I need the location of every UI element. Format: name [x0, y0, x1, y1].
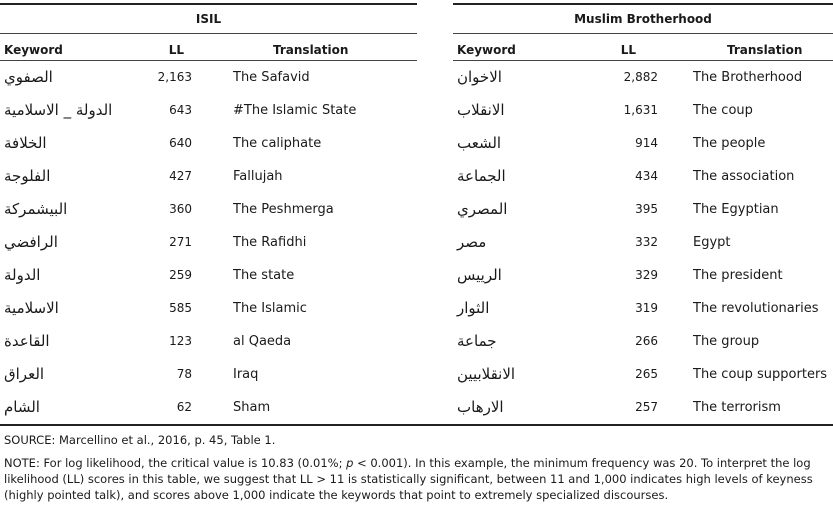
keyword-cell: الاخوان	[457, 68, 502, 86]
keyword-cell: الرافضي	[4, 233, 58, 251]
ll-cell: 585	[169, 301, 192, 315]
translation-cell: The president	[693, 268, 783, 283]
ll-cell: 329	[635, 268, 658, 282]
header-ll: LL	[168, 43, 184, 57]
keyword-cell: الدولة _ الاسلامية	[4, 101, 113, 119]
keyword-cell: الدولة	[4, 266, 41, 284]
ll-cell: 332	[635, 235, 658, 249]
table-row	[453, 292, 833, 325]
table-row	[453, 226, 833, 259]
brotherhood-rows	[453, 61, 833, 424]
translation-cell: al Qaeda	[233, 334, 292, 349]
header-translation: Translation	[727, 43, 803, 57]
ll-cell: 259	[169, 268, 192, 282]
keyword-cell: الشعب	[457, 134, 502, 152]
ll-cell: 319	[635, 301, 658, 315]
table-note	[4, 455, 832, 503]
isil-rows	[0, 61, 417, 424]
table-row	[0, 391, 417, 424]
translation-cell: Sham	[233, 400, 271, 415]
isil-column-headers	[0, 34, 417, 60]
translation-cell: The association	[693, 169, 795, 184]
ll-cell: 266	[635, 334, 658, 348]
keyword-cell: الثوار	[457, 299, 490, 317]
bottom-rule	[0, 424, 833, 426]
table-row	[0, 160, 417, 193]
ll-cell: 395	[635, 202, 658, 216]
ll-cell: 2,163	[157, 70, 192, 84]
brotherhood-group-title: Muslim Brotherhood	[574, 12, 712, 26]
isil-group-title: ISIL	[195, 12, 222, 26]
keyword-cell: المصري	[457, 200, 508, 218]
keyword-cell: الانقلابيين	[457, 365, 516, 383]
brotherhood-column-headers	[453, 34, 833, 60]
ll-cell: 427	[169, 169, 192, 183]
translation-cell: The people	[693, 136, 766, 151]
translation-cell: The coup supporters	[693, 367, 828, 382]
keyword-cell: الارهاب	[457, 398, 504, 416]
ll-cell: 271	[169, 235, 192, 249]
table-row	[0, 94, 417, 127]
ll-cell: 2,882	[623, 70, 658, 84]
translation-cell: Iraq	[233, 367, 259, 382]
header-translation: Translation	[273, 43, 349, 57]
translation-cell: The revolutionaries	[693, 301, 819, 316]
table-row	[0, 193, 417, 226]
note-p-symbol: p	[346, 456, 354, 470]
table-row	[0, 127, 417, 160]
ll-cell: 640	[169, 136, 192, 150]
keyword-cell: مصر	[457, 233, 487, 251]
table-row	[453, 160, 833, 193]
table-row	[0, 292, 417, 325]
keyword-cell: القاعدة	[4, 332, 50, 350]
brotherhood-table	[453, 0, 833, 424]
ll-cell: 265	[635, 367, 658, 381]
translation-cell: The Safavid	[233, 70, 310, 85]
note-text-start: NOTE: For log likelihood, the critical value is 10.83 (0.01%;	[4, 456, 347, 470]
ll-cell: 914	[635, 136, 658, 150]
keyword-cell: البيشمركة	[4, 200, 68, 218]
keyword-cell: الجماعة	[457, 167, 506, 185]
ll-cell: 78	[176, 367, 192, 381]
table-row	[453, 358, 833, 391]
translation-cell: Egypt	[693, 235, 731, 250]
keyword-cell: الصفوي	[4, 68, 53, 86]
table-row	[453, 193, 833, 226]
table-row	[453, 61, 833, 94]
table-row	[453, 259, 833, 292]
keyword-cell: جماعة	[457, 332, 497, 350]
isil-table	[0, 0, 417, 424]
keyword-cell: الفلوجة	[4, 167, 51, 185]
translation-cell: The Brotherhood	[693, 70, 803, 85]
keyword-cell: الانقلاب	[457, 101, 505, 119]
table-row	[453, 94, 833, 127]
keyword-cell: العراق	[4, 365, 45, 383]
translation-cell: The Islamic	[233, 301, 307, 316]
keyword-cell: الخلافة	[4, 134, 47, 152]
translation-cell: The group	[693, 334, 760, 349]
header-ll: LL	[620, 43, 636, 57]
translation-cell: Fallujah	[233, 169, 283, 184]
translation-cell: The Egyptian	[693, 202, 779, 217]
header-keyword: Keyword	[457, 43, 516, 57]
keyword-cell: الاسلامية	[4, 299, 59, 317]
table-row	[0, 325, 417, 358]
table-row	[0, 226, 417, 259]
translation-cell: The caliphate	[233, 136, 322, 151]
ll-cell: 643	[169, 103, 192, 117]
translation-cell: The terrorism	[693, 400, 781, 415]
ll-cell: 434	[635, 169, 658, 183]
translation-cell: #The Islamic State	[233, 103, 357, 118]
table-row	[453, 127, 833, 160]
ll-cell: 257	[635, 400, 658, 414]
ll-cell: 62	[176, 400, 192, 414]
ll-cell: 360	[169, 202, 192, 216]
ll-cell: 1,631	[623, 103, 658, 117]
table-row	[0, 259, 417, 292]
keyword-cell: الشام	[4, 398, 40, 416]
table-row	[453, 325, 833, 358]
ll-cell: 123	[169, 334, 192, 348]
header-keyword: Keyword	[4, 43, 63, 57]
translation-cell: The Peshmerga	[233, 202, 334, 217]
translation-cell: The state	[233, 268, 295, 283]
translation-cell: The coup	[693, 103, 753, 118]
note-text-end: < 0.001). In this example, the minimum frequency was 20. To interpret the log likelihood (LL) scores in this table, we suggest that LL > 11 is statistically significant, between 11 and 1,000 indicates high levels of keyness (highly pointed talk), and scores above 1,000 indicate the keywords that point to extremely specialized discourses.	[4, 456, 813, 502]
source-note: SOURCE: Marcellino et al., 2016, p. 45, Table 1.	[4, 433, 276, 447]
table-row	[0, 358, 417, 391]
translation-cell: The Rafidhi	[233, 235, 307, 250]
table-row	[453, 391, 833, 424]
keyword-cell: الرييس	[457, 266, 502, 284]
table-row	[0, 61, 417, 94]
